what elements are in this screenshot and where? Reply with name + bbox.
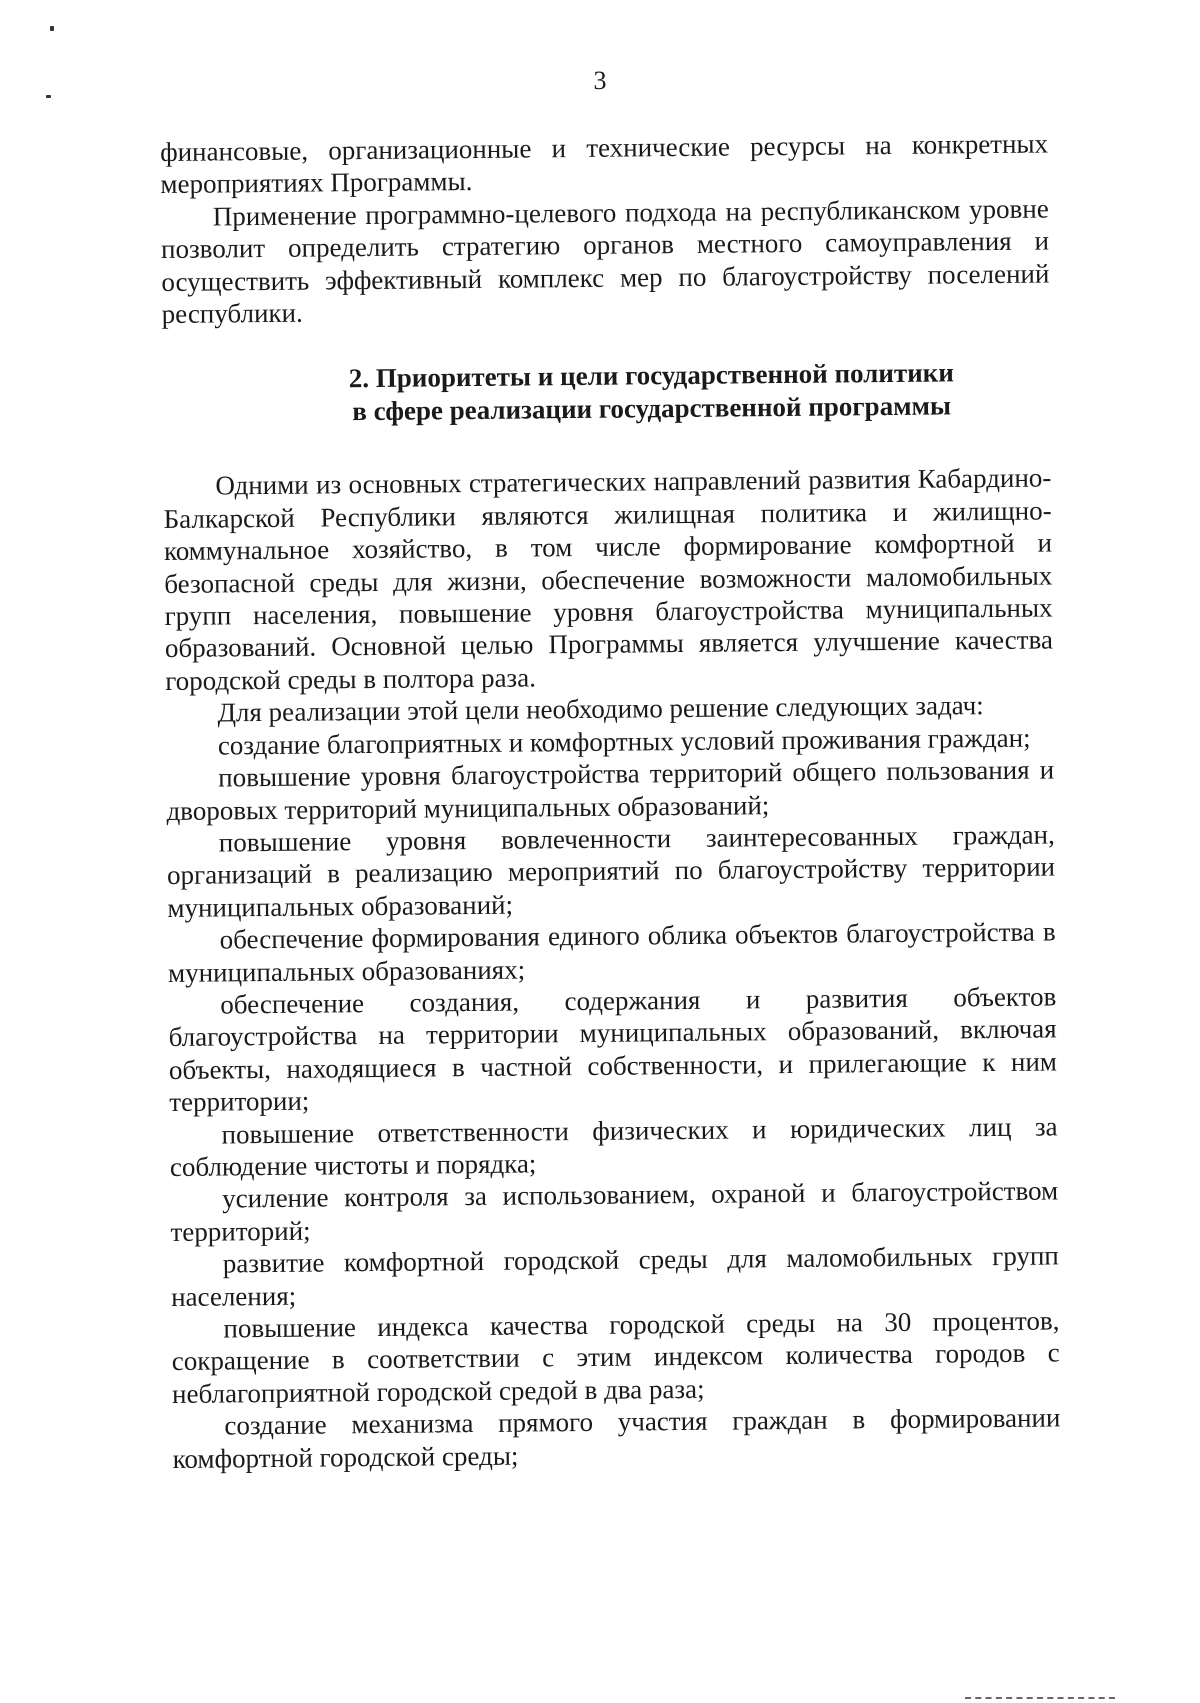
continuation-paragraph: финансовые, организационные и технические ресурсы на конкретных мероприятиях Программы. [160,128,1049,200]
paragraph-intro: Одними из основных стратегических направлений развития Кабардино-Балкарской Республики являются жилищная политика и жилищно-коммунальное хозяйство, в том числе формирование комфортной и безопасной среды для жизни, обеспечение возможности маломобильных групп населения, повышение уровня благоустройства муниципальных образований. Основной целью Программы является улучшение качества городской среды в полтора раза. [163,462,1054,696]
section-heading [162,356,1051,431]
task-item: повышение индекса качества городской среды на 30 процентов, сокращение в соответствии с этим индексом количества городов с неблагоприятной городской средой в два раза; [171,1305,1060,1409]
task-item: повышение ответственности физических и юридических лиц за соблюдение чистоты и порядка; [169,1110,1058,1182]
task-item: обеспечение создания, содержания и развития объектов благоустройства на территории муниципальных образований, включая объекты, находящиеся в частной собственности, и прилегающие к ним территории; [168,981,1058,1118]
task-item: создание механизма прямого участия граждан в формировании комфортной городской среды; [172,1402,1061,1474]
scan-edge-mark [965,1697,1115,1701]
paragraph-tasks-lead: Для реализации этой цели необходимо решение следующих задач: [217,690,984,728]
section-heading-line-1: 2. Приоритеты и цели государственной политики [348,357,954,394]
page-number: 3 [593,66,607,95]
task-item: повышение уровня благоустройства территорий общего пользования и дворовых территорий муниципальных образований; [166,754,1055,826]
section-heading-line-2: в сфере реализации государственной программы [352,390,952,427]
task-item: повышение уровня вовлеченности заинтересованных граждан, организаций в реализацию мероприятий по благоустройству территории муниципальных образований; [166,819,1056,923]
paragraph-approach: Применение программно-целевого подхода на республиканском уровне позволит определить стратегию органов местного самоуправления и осуществить эффективный комплекс мер по благоустройству поселений республики. [160,193,1050,330]
document-body [160,127,1061,1474]
scan-mark-top [50,26,54,31]
task-item: усиление контроля за использованием, охраной и благоустройством территорий; [170,1175,1059,1247]
task-item: обеспечение формирования единого облика объектов благоустройства в муниципальных образованиях; [167,916,1056,988]
task-item: развитие комфортной городской среды для маломобильных групп населения; [170,1240,1059,1312]
task-item: создание благоприятных и комфортных условий проживания граждан; [217,722,1031,761]
